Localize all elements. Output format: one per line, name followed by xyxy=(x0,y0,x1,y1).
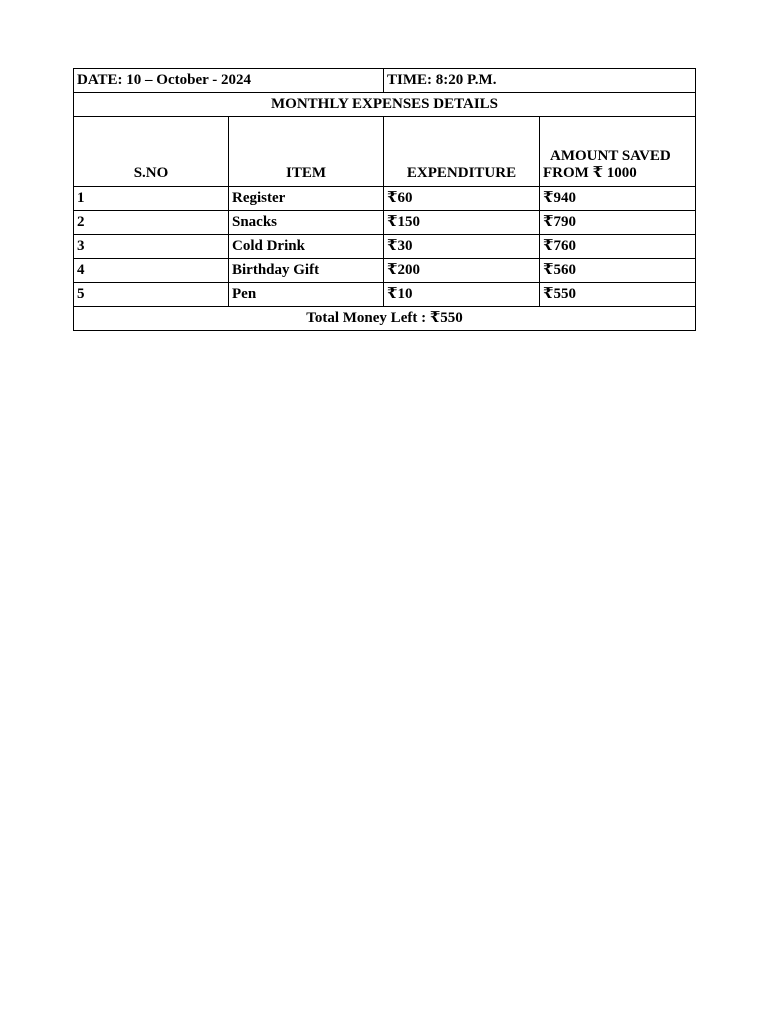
table-row xyxy=(74,211,696,235)
expenditure-cell: ₹60 xyxy=(384,187,540,211)
table-row xyxy=(74,187,696,211)
total-row xyxy=(74,307,696,331)
title-row xyxy=(74,93,696,117)
saved-cell: ₹790 xyxy=(540,211,696,235)
sno-cell: 5 xyxy=(74,283,229,307)
saved-cell: ₹940 xyxy=(540,187,696,211)
saved-cell: ₹560 xyxy=(540,259,696,283)
sno-cell: 4 xyxy=(74,259,229,283)
column-header-amount-saved xyxy=(540,117,696,187)
item-cell: Register xyxy=(229,187,384,211)
date-time-row xyxy=(74,69,696,93)
table-row xyxy=(74,235,696,259)
item-cell: Snacks xyxy=(229,211,384,235)
date-cell: DATE: 10 – October - 2024 xyxy=(74,69,384,93)
item-cell: Pen xyxy=(229,283,384,307)
item-cell: Cold Drink xyxy=(229,235,384,259)
column-header-item: ITEM xyxy=(229,117,384,187)
sno-cell: 1 xyxy=(74,187,229,211)
amount-header-line2: FROM ₹ 1000 xyxy=(543,165,637,181)
sno-cell: 2 xyxy=(74,211,229,235)
time-cell: TIME: 8:20 P.M. xyxy=(384,69,696,93)
column-header-sno: S.NO xyxy=(74,117,229,187)
total-money-left: Total Money Left : ₹550 xyxy=(74,307,696,331)
expenditure-cell: ₹30 xyxy=(384,235,540,259)
table-title: MONTHLY EXPENSES DETAILS xyxy=(74,93,696,117)
amount-header-line1: AMOUNT SAVED xyxy=(550,148,671,164)
table-row xyxy=(74,283,696,307)
expenses-document xyxy=(73,68,695,331)
sno-cell: 3 xyxy=(74,235,229,259)
column-header-expenditure: EXPENDITURE xyxy=(384,117,540,187)
table-row xyxy=(74,259,696,283)
expenditure-cell: ₹10 xyxy=(384,283,540,307)
item-cell: Birthday Gift xyxy=(229,259,384,283)
saved-cell: ₹550 xyxy=(540,283,696,307)
expenses-table xyxy=(73,68,696,331)
saved-cell: ₹760 xyxy=(540,235,696,259)
header-row xyxy=(74,117,696,187)
expenditure-cell: ₹150 xyxy=(384,211,540,235)
expenditure-cell: ₹200 xyxy=(384,259,540,283)
